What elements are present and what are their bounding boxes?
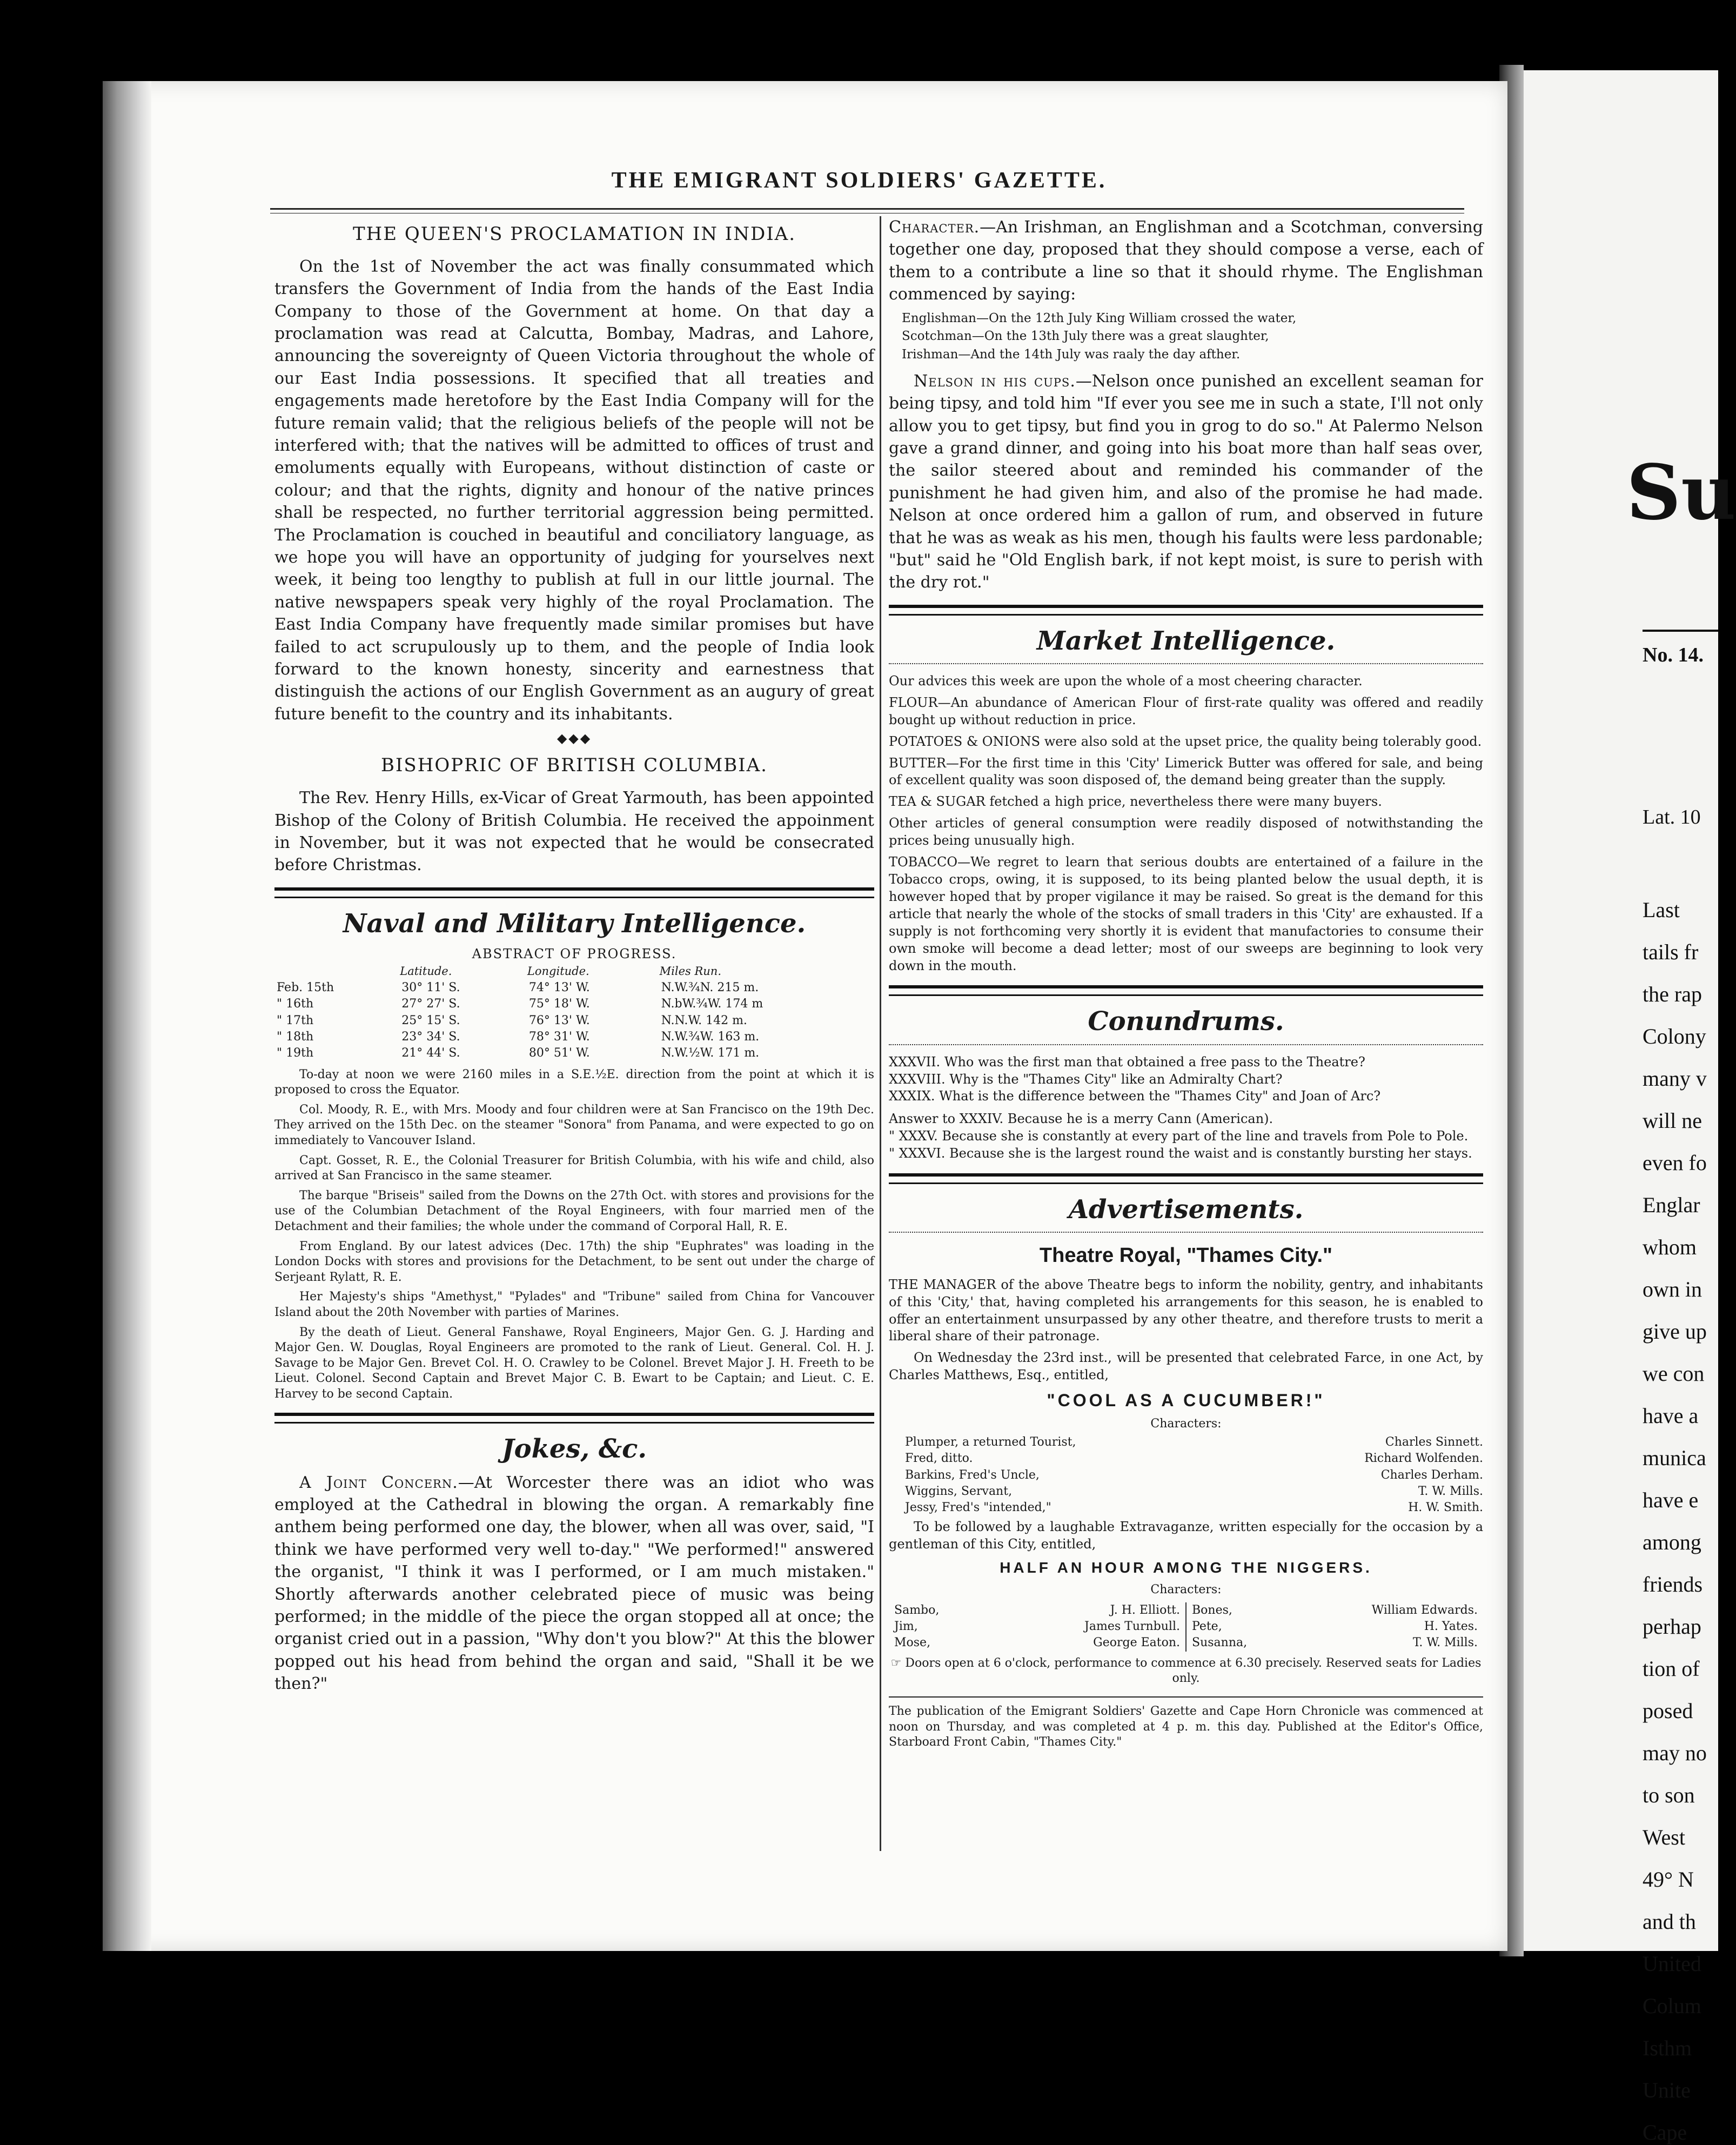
cast-actor: Richard Wolfenden. — [1364, 1452, 1483, 1466]
naval-paragraph: By the death of Lieut. General Fanshawe, Royal Engineers, Major Gen. G. J. Harding and Major Gen. W. Douglas, Royal Engineers are promoted to the rank of Lieut. General. Col. H. J. Savage to be Major Gen. Brevet Col. H. O. Crawley to be Colonel. Brevet Major J. H. Freeth to be Lieut. Colonel. Second Captain and Brevet Major C. B. Ewart to be Captain; and Lieut. C. E. Harvey to be second Captain. — [274, 1325, 874, 1401]
theatre-heading: Theatre Royal, "Thames City." — [1039, 1244, 1333, 1267]
facing-page-line: the rap — [1643, 982, 1702, 1006]
cast-list — [905, 1434, 1483, 1516]
ornament-divider: ◆◆◆ — [557, 731, 592, 746]
minstrel-row — [1192, 1602, 1478, 1619]
minstrel-actor: William Edwards. — [1371, 1603, 1478, 1617]
facing-page-line: have e — [1643, 1488, 1699, 1512]
character-paragraph — [889, 216, 1483, 306]
market-paragraph: BUTTER—For the first time in this 'City' Limerick Butter was offered for sale, and being of excellent quality was soon disposed of, the demand being greater than the supply. — [889, 755, 1483, 788]
minstrel-cast-left — [889, 1602, 1185, 1652]
doors-notice: ☞ Doors open at 6 o'clock, performance to commence at 6.30 precisely. Reserved seats for Ladies only. — [890, 1656, 1482, 1686]
rhyme-lines — [889, 310, 1483, 364]
minstrel-actor: H. Yates. — [1424, 1620, 1478, 1634]
nelson-body: —Nelson once punished an excellent seaman for being tipsy, and told him "If ever you see me in such a state, I'll not only allow you to get tipsy, but find you in grog to do so." At Palermo Nelson gave a grand dinner, and going into his boat more than half seas over, the sailor steered about and reminded his commander of the punishment he had given him, and also of the promise he had made. Nelson at once ordered him a gallon of rum, and observed in future that he was as weak as his men, though his faults were less pardonable; "but" said he "Old English bark, if not kept moist, is sure to perish with the dry rot." — [889, 371, 1483, 592]
market-paragraph: Other articles of general consumption were readily disposed of notwithstanding the prices being unusually high. — [889, 816, 1483, 848]
facing-page-line: whom — [1643, 1235, 1697, 1259]
facing-page-line: even fo — [1643, 1151, 1707, 1175]
ads-title: Advertisements. — [1068, 1194, 1304, 1225]
facing-page-line: United — [1643, 1952, 1701, 1976]
facing-page-line: Last — [1643, 898, 1680, 922]
facing-page-line: will ne — [1643, 1108, 1702, 1133]
nelson-lead: Nelson in his cups. — [914, 371, 1076, 391]
facing-page-line: give up — [1643, 1319, 1707, 1344]
minstrel-row — [894, 1602, 1180, 1619]
dotted-rule — [889, 1044, 1483, 1045]
facing-page-line: own in — [1643, 1277, 1702, 1301]
table-cell: 23° 34' S. — [401, 1030, 460, 1044]
table-header: Longitude. — [527, 964, 589, 978]
rhyme-line: Scotchman—On the 13th July there was a great slaughter, — [902, 329, 1269, 344]
table-cell: N.N.W. 142 m. — [661, 1013, 747, 1027]
minstrel-role: Mose, — [894, 1636, 931, 1650]
cast-actor: T. W. Mills. — [1418, 1485, 1483, 1499]
minstrel-row — [1192, 1619, 1478, 1635]
table-row — [274, 980, 874, 996]
table-cell: 27° 27' S. — [401, 997, 460, 1011]
table-cell: " 18th — [277, 1030, 314, 1044]
conundrum-question: XXXVII. Who was the first man that obtained a free pass to the Theatre? — [889, 1054, 1365, 1070]
cast-row — [905, 1451, 1483, 1467]
facing-page-line: have a — [1643, 1404, 1699, 1428]
minstrel-cast-right — [1185, 1602, 1483, 1652]
table-cell: " 17th — [277, 1013, 314, 1027]
table-cell: 76° 13' W. — [528, 1013, 590, 1027]
minstrel-row — [1192, 1635, 1478, 1651]
section-rule — [274, 1413, 874, 1424]
section-rule — [274, 887, 874, 898]
bishopric-body: The Rev. Henry Hills, ex-Vicar of Great Yarmouth, has been appointed Bishop of the Colony of British Columbia. He received the appoinment in November, but it was not expected that he would be consecrated before Christmas. — [274, 788, 874, 875]
jokes-text: —At Worcester there was an idiot who was employed at the Cathedral in blowing the organ. A remarkably fine anthem being performed one day, the blower, when all was over, said, "I think we have performed very well to-day." "We performed!" answered the organist, "I think it was I performed, or I am much mistaken." Shortly afterwards another celebrated piece of music was being performed; in the middle of the piece the organ stopped all at once; the organist cried out in a passion, "Why don't you blow?" At this the blower popped out his head from behind the organ and said, "Shall it be we then?" — [274, 1473, 874, 1694]
table-cell: 74° 13' W. — [528, 980, 590, 994]
naval-paragraph: Her Majesty's ships "Amethyst," "Pylades" and "Tribune" sailed from China for Vancouver Island about the 20th November with parties of Marines. — [274, 1290, 874, 1319]
table-cell: " 19th — [277, 1046, 314, 1060]
minstrel-cast — [889, 1602, 1483, 1652]
table-cell: " 16th — [277, 997, 314, 1011]
facing-page-line: perhap — [1643, 1614, 1701, 1639]
table-cell: 30° 11' S. — [401, 980, 460, 994]
table-header: Latitude. — [400, 964, 452, 978]
proclamation-body: On the 1st of November the act was finally consummated which transfers the Government of India from the hands of the East India Company to those of the Government at home. On that day a proclamation was read at Calcutta, Bombay, Madras, and Lahore, announcing the sovereignty of Queen Victoria throughout the whole of our East India possessions. It specified that all treaties and engagements made heretofore by the East India Company will for the future remain valid; that the religious beliefs of the people will not be interfered with; that the natives will be admitted to offices of trust and emoluments equally with Europeans, without distinction of caste or colour; and that the rights, dignity and honour of the native princes shall be respected, no further territorial aggression being permitted. The Proclamation is couched in beautiful and conciliatory language, as we hope you will have an opportunity of judging for yourselves next week, it being too lengthy to publish at full in our little journal. The native newspapers speak very highly of the royal Proclamation. The East India Company have frequently made similar promises but have failed to act scrupulously up to them, and the people of India look forward to the known honesty, sincerity and earnestness that distinguish the actions of our English Government as an augury of great future benefit to the country and its inhabitants. — [274, 257, 874, 724]
facing-page-line: Unite — [1643, 2078, 1691, 2102]
characters-label-2: Characters: — [1150, 1583, 1222, 1597]
column-divider — [880, 216, 881, 1851]
minstrel-role: Pete, — [1192, 1620, 1222, 1634]
market-title: Market Intelligence. — [1036, 625, 1336, 656]
market-paragraphs — [889, 673, 1483, 975]
table-cell: N.bW.¾W. 174 m — [661, 997, 763, 1011]
table-header — [274, 963, 399, 980]
masthead: THE EMIGRANT SOLDIERS' GAZETTE. — [611, 168, 1107, 193]
progress-table — [274, 963, 874, 1062]
table-cell: N.W.½W. 171 m. — [661, 1046, 760, 1060]
cast-role: Wiggins, Servant, — [905, 1485, 1013, 1499]
facing-page-rule — [1643, 630, 1718, 632]
market-paragraph: TEA & SUGAR fetched a high price, nevertheless there were many buyers. — [889, 794, 1382, 810]
facing-page-line: Colony — [1643, 1024, 1706, 1048]
table-cell: 25° 15' S. — [401, 1013, 460, 1027]
character-body: —An Irishman, an Englishman and a Scotchman, conversing together one day, proposed that they should compose a verse, each of them to a contribute a line so that it should rhyme. The Englishman commenced by saying: — [889, 218, 1483, 304]
table-cell: N.W.¾W. 163 m. — [661, 1030, 760, 1044]
bishopric-title: BISHOPRIC OF BRITISH COLUMBIA. — [381, 754, 768, 777]
cast-role: Plumper, a returned Tourist, — [905, 1435, 1076, 1449]
rhyme-line: Englishman—On the 12th July King William crossed the water, — [902, 311, 1297, 325]
characters-label: Characters: — [1150, 1417, 1222, 1431]
minstrel-role: Susanna, — [1192, 1636, 1248, 1650]
minstrel-role: Bones, — [1192, 1603, 1232, 1617]
minstrel-actor: George Eaton. — [1093, 1636, 1180, 1650]
conundrum-answer: " XXXVI. Because she is the largest round the waist and is constantly bursting her stays. — [889, 1146, 1472, 1161]
minstrel-row — [894, 1619, 1180, 1635]
extravaganza-intro: To be followed by a laughable Extravaganze, written especially for the occasion by a gentleman of this City, entitled, — [889, 1519, 1483, 1552]
conundrum-answer: " XXXV. Because she is constantly at every part of the line and travels from Pole to Pole. — [889, 1128, 1469, 1144]
cast-actor: Charles Sinnett. — [1385, 1435, 1483, 1449]
rhyme-line: Irishman—And the 14th July was raaly the day afther. — [902, 348, 1241, 362]
naval-paragraph: From England. By our latest advices (Dec. 17th) the ship "Euphrates" was loading in the London Docks with stores and provisions for the Detachment, to be sent out under the charge of Serjeant Rylatt, R. E. — [274, 1239, 874, 1284]
table-cell: Feb. 15th — [277, 980, 334, 994]
table-header: Miles Run. — [659, 964, 722, 978]
table-row — [274, 1045, 874, 1061]
cast-role: Barkins, Fred's Uncle, — [905, 1468, 1040, 1482]
extravaganza-title: HALF AN HOUR AMONG THE NIGGERS. — [1000, 1559, 1372, 1576]
conundrum-answers — [889, 1111, 1483, 1162]
facing-page-line: tion of — [1643, 1656, 1700, 1681]
facing-page-line: Englar — [1643, 1193, 1700, 1217]
page-edge-shadow — [103, 81, 151, 1951]
facing-page-line: may no — [1643, 1741, 1707, 1765]
proclamation-title: THE QUEEN'S PROCLAMATION IN INDIA. — [352, 223, 796, 245]
farce-title: "COOL AS A CUCUMBER!" — [1047, 1391, 1325, 1411]
facing-page-line: Cape — [1643, 2120, 1687, 2144]
farce-intro: On Wednesday the 23rd inst., will be presented that celebrated Farce, in one Act, by Charles Matthews, Esq., entitled, — [889, 1350, 1483, 1383]
market-paragraph: Our advices this week are upon the whole of a most cheering character. — [889, 673, 1363, 689]
naval-paragraph: To-day at noon we were 2160 miles in a S.E.½E. direction from the point at which it is proposed to cross the Equator. — [274, 1067, 874, 1097]
naval-paragraphs — [274, 1067, 874, 1402]
cast-row — [905, 1434, 1483, 1451]
minstrel-actor: J. H. Elliott. — [1110, 1603, 1180, 1617]
facing-page-title-fragment: Su — [1626, 449, 1736, 537]
facing-page-line: tails fr — [1643, 940, 1699, 964]
market-paragraph: TOBACCO—We regret to learn that serious doubts are entertained of a failure in the Tobacco crops, owing, it is supposed, to its being planted below the usual depth, it is however hoped that by proper vigilance it may be raised. So great is the demand for this article that nearly the whole of the stocks of small traders in this 'City' are exhausted. If a supply is not forthcoming very shortly it is evident that manufactories to consume their own smoke will become a dead letter; most of our sweeps are beginning to look very down in the mouth. — [889, 854, 1483, 973]
facing-page-line: West — [1643, 1825, 1685, 1849]
market-paragraph: POTATOES & ONIONS were also sold at the upset price, the quality being tolerably good. — [889, 733, 1482, 749]
facing-page-line: posed — [1643, 1699, 1693, 1723]
colophon: The publication of the Emigrant Soldiers' Gazette and Cape Horn Chronicle was commenced at noon on Thursday, and was completed at 4 p. m. this day. Published at the Editor's Office, Starboard Front Cabin, "Thames City." — [889, 1696, 1483, 1750]
abstract-title: ABSTRACT OF PROGRESS. — [472, 946, 677, 961]
jokes-lead: A Joint Concern. — [299, 1473, 458, 1492]
conundrum-question: XXXVIII. Why is the "Thames City" like an Admiralty Chart? — [889, 1071, 1283, 1087]
table-cell: 78° 31' W. — [528, 1030, 590, 1044]
conundrum-questions — [889, 1054, 1483, 1106]
facing-page-line: we con — [1643, 1361, 1705, 1386]
facing-page-lat: Lat. 10 — [1643, 806, 1701, 828]
right-column — [889, 216, 1483, 1755]
table-row — [274, 1029, 874, 1045]
table-cell: N.W.¾N. 215 m. — [661, 980, 759, 994]
section-rule — [889, 1173, 1483, 1184]
facing-page-line: many v — [1643, 1066, 1707, 1091]
masthead-rule — [270, 208, 1464, 213]
jokes-title: Jokes, &c. — [501, 1434, 647, 1465]
conundrums-title: Conundrums. — [1088, 1006, 1284, 1037]
dotted-rule — [889, 663, 1483, 664]
dotted-rule — [889, 1232, 1483, 1233]
minstrel-role: Sambo, — [894, 1603, 940, 1617]
facing-page-line: Isthm — [1643, 2036, 1692, 2060]
facing-page-line: to son — [1643, 1783, 1695, 1807]
cast-row — [905, 1484, 1483, 1500]
table-cell: 21° 44' S. — [401, 1046, 460, 1060]
naval-paragraph: Capt. Gosset, R. E., the Colonial Treasurer for British Columbia, with his wife and child, also arrived at San Francisco in the same steamer. — [274, 1153, 874, 1183]
table-row — [274, 1013, 874, 1029]
naval-paragraph: Col. Moody, R. E., with Mrs. Moody and four children were at San Francisco on the 19th Dec. They arrived on the 15th Dec. on the steamer "Sonora" from Panama, and were expected to go on immediately to Vancouver Island. — [274, 1102, 874, 1147]
cast-role: Fred, ditto. — [905, 1452, 973, 1466]
table-cell: 75° 18' W. — [528, 997, 590, 1011]
facing-page-line: and th — [1643, 1909, 1696, 1934]
cast-role: Jessy, Fred's "intended," — [905, 1501, 1051, 1515]
conundrum-question: XXXIX. What is the difference between the "Thames City" and Joan of Arc? — [889, 1088, 1381, 1104]
section-rule — [889, 605, 1483, 616]
minstrel-row — [894, 1635, 1180, 1651]
facing-page-line: munica — [1643, 1446, 1706, 1470]
market-paragraph: FLOUR—An abundance of American Flour of first-rate quality was offered and readily bought up without reduction in price. — [889, 694, 1483, 727]
facing-page-line: 49° N — [1643, 1867, 1694, 1892]
nelson-paragraph — [889, 370, 1483, 594]
left-column — [274, 216, 874, 1700]
cast-row — [905, 1500, 1483, 1516]
facing-page-number: No. 14. — [1643, 644, 1704, 666]
cast-actor: H. W. Smith. — [1408, 1501, 1483, 1515]
jokes-body — [274, 1472, 874, 1695]
minstrel-role: Jim, — [894, 1620, 918, 1634]
naval-paragraph: The barque "Briseis" sailed from the Downs on the 27th Oct. with stores and provisions for the use of the Columbian Detachment of the Royal Engineers, with four married men of the Detachment and their families; the whole under the command of Corporal Hall, R. E. — [274, 1188, 874, 1233]
cast-row — [905, 1467, 1483, 1484]
naval-title: Naval and Military Intelligence. — [343, 908, 806, 939]
cast-actor: Charles Derham. — [1380, 1468, 1483, 1482]
table-cell: 80° 51' W. — [528, 1046, 590, 1060]
minstrel-actor: T. W. Mills. — [1412, 1636, 1478, 1650]
section-rule — [889, 985, 1483, 996]
character-lead: Character. — [889, 218, 980, 237]
facing-page-line: among — [1643, 1530, 1701, 1554]
table-row — [274, 996, 874, 1012]
theatre-intro: THE MANAGER of the above Theatre begs to inform the nobility, gentry, and inhabitants of this 'City,' that, having completed his arrangements for this season, he is enabled to offer an entertainment unsurpassed by any other theatre, and therefore trusts to merit a liberal share of their patronage. — [889, 1277, 1483, 1344]
facing-page-line: friends — [1643, 1572, 1703, 1596]
facing-page-line: Colum — [1643, 1994, 1701, 2018]
minstrel-actor: James Turnbull. — [1084, 1620, 1180, 1634]
conundrum-answer: Answer to XXXIV. Because he is a merry Cann (American). — [889, 1111, 1273, 1127]
